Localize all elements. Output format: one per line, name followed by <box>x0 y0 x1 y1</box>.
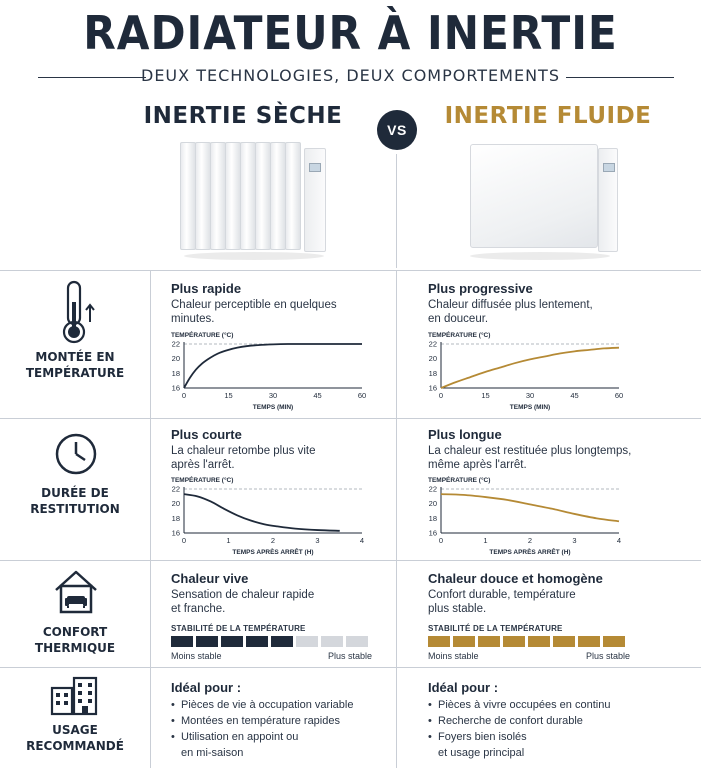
cell-description <box>428 298 638 326</box>
series-line <box>184 344 362 388</box>
y-tick-label: 16 <box>428 528 437 538</box>
row-divider <box>0 270 701 271</box>
control-panel <box>598 148 618 252</box>
stability-segment <box>196 636 218 647</box>
clock-icon <box>54 432 98 481</box>
chart-svg <box>417 475 632 563</box>
x-tick-label: 1 <box>483 536 488 545</box>
y-tick-label: 20 <box>171 499 180 509</box>
x-axis-label: TEMPS APRÈS ARRÊT (H) <box>489 549 571 556</box>
row-label-line: RESTITUTION <box>30 502 120 516</box>
radiator-shadow <box>184 252 324 260</box>
cell-title: Chaleur vive <box>171 571 249 586</box>
cool-chart-dry <box>160 475 375 568</box>
stability-segment <box>453 636 475 647</box>
list-item <box>171 729 353 761</box>
desc-line: Chaleur diffusée plus lentement, <box>428 299 593 311</box>
radiator-fin <box>270 142 286 250</box>
y-tick-label: 16 <box>171 528 180 538</box>
row-label-usage <box>0 722 150 754</box>
stability-segment <box>321 636 343 647</box>
vs-badge: VS <box>377 110 417 150</box>
y-axis-label: TEMPÉRATURE (°C) <box>428 332 491 339</box>
row-label-duree <box>0 485 150 517</box>
label-column-divider <box>150 270 151 768</box>
radiator-panel <box>470 144 598 248</box>
fluid-radiator-image <box>466 142 622 264</box>
y-tick-label: 18 <box>171 368 180 378</box>
y-tick-label: 18 <box>171 513 180 523</box>
chart-svg <box>160 475 375 563</box>
cell-description <box>171 444 381 472</box>
y-axis-label: TEMPÉRATURE (°C) <box>171 477 234 484</box>
radiator-fin <box>225 142 241 250</box>
column-title-fluid: INERTIE FLUIDE <box>444 103 652 129</box>
desc-line: La chaleur est restituée plus longtemps, <box>428 445 632 457</box>
cell-title: Plus longue <box>428 427 502 442</box>
row-label-montee <box>0 349 150 381</box>
desc-line: Chaleur perceptible en quelques <box>171 299 337 311</box>
list-item: • Pièces de vie à occupation variable <box>171 697 353 713</box>
cell-title: Chaleur douce et homogène <box>428 571 603 586</box>
stability-high-label: Plus stable <box>586 651 631 661</box>
x-tick-label: 30 <box>525 391 535 400</box>
subtitle-row <box>0 66 701 88</box>
x-tick-label: 15 <box>481 391 490 400</box>
stability-segment <box>271 636 293 647</box>
stability-segment <box>478 636 500 647</box>
x-tick-label: 0 <box>438 391 444 400</box>
x-tick-label: 60 <box>614 391 624 400</box>
x-tick-label: 1 <box>226 536 231 545</box>
row-label-line: USAGE <box>52 723 98 737</box>
page-title: RADIATEUR À INERTIE <box>83 6 618 60</box>
stability-segment <box>221 636 243 647</box>
x-axis-label: TEMPS (MIN) <box>252 404 294 411</box>
heat-chart-dry <box>160 330 375 423</box>
stability-segment <box>171 636 193 647</box>
y-tick-label: 22 <box>171 484 180 494</box>
list-item <box>428 729 610 761</box>
display-screen <box>603 163 615 172</box>
usage-list-fluid <box>428 697 610 761</box>
x-tick-label: 2 <box>270 536 276 545</box>
column-divider <box>396 270 397 768</box>
radiator-fin <box>180 142 196 250</box>
stability-bar-dry <box>171 636 369 647</box>
desc-line: Confort durable, température <box>428 589 576 601</box>
radiator-shadow <box>470 252 610 260</box>
cell-description <box>428 588 638 616</box>
list-item: • Montées en température rapides <box>171 713 353 729</box>
x-tick-label: 3 <box>572 536 577 545</box>
cell-title: Idéal pour : <box>171 680 242 695</box>
column-divider <box>396 154 397 268</box>
column-title-dry: INERTIE SÈCHE <box>143 103 343 129</box>
radiator-fin <box>195 142 211 250</box>
y-tick-label: 16 <box>428 383 437 393</box>
list-item-line: en mi-saison <box>181 747 244 759</box>
chart-svg <box>417 330 632 418</box>
stability-low-label: Moins stable <box>171 651 222 661</box>
desc-line: même après l'arrêt. <box>428 459 527 471</box>
x-axis-label: TEMPS APRÈS ARRÊT (H) <box>232 549 314 556</box>
stability-segment <box>246 636 268 647</box>
stability-label: STABILITÉ DE LA TEMPÉRATURE <box>428 624 563 633</box>
x-tick-label: 45 <box>313 391 322 400</box>
series-line <box>441 348 619 388</box>
x-tick-label: 4 <box>359 536 365 545</box>
list-item: • Recherche de confort durable <box>428 713 610 729</box>
stability-bar-fluid <box>428 636 626 647</box>
cell-title: Plus progressive <box>428 281 533 296</box>
y-tick-label: 22 <box>171 339 180 349</box>
desc-line: et franche. <box>171 603 226 615</box>
stability-high-label: Plus stable <box>328 651 373 661</box>
cell-title: Plus courte <box>171 427 242 442</box>
desc-line: en douceur. <box>428 313 489 325</box>
row-label-line: RECOMMANDÉ <box>26 739 124 753</box>
list-item-line: • Utilisation en appoint ou <box>181 731 299 743</box>
row-label-line: DURÉE DE <box>41 486 109 500</box>
y-tick-label: 22 <box>428 339 437 349</box>
y-axis-label: TEMPÉRATURE (°C) <box>171 332 234 339</box>
x-tick-label: 0 <box>181 391 187 400</box>
usage-list-dry <box>171 697 353 761</box>
x-tick-label: 4 <box>616 536 622 545</box>
cell-title: Plus rapide <box>171 281 242 296</box>
y-tick-label: 20 <box>171 354 180 364</box>
row-label-line: TEMPÉRATURE <box>25 366 125 380</box>
cell-description <box>171 588 381 616</box>
series-line <box>441 494 619 521</box>
dry-radiator-image <box>180 142 328 264</box>
desc-line: plus stable. <box>428 603 487 615</box>
chart-svg <box>160 330 375 418</box>
x-tick-label: 15 <box>224 391 233 400</box>
house-sofa-icon <box>52 568 100 621</box>
radiator-fin <box>240 142 256 250</box>
y-tick-label: 16 <box>171 383 180 393</box>
row-label-confort <box>0 624 150 656</box>
control-panel <box>304 148 326 252</box>
x-tick-label: 0 <box>438 536 444 545</box>
row-label-line: MONTÉE EN <box>35 350 115 364</box>
radiator-fin <box>255 142 271 250</box>
row-label-line: THERMIQUE <box>34 641 116 655</box>
list-item: • Pièces à vivre occupées en continu <box>428 697 610 713</box>
y-tick-label: 22 <box>428 484 437 494</box>
desc-line: Sensation de chaleur rapide <box>171 589 315 601</box>
stability-segment <box>346 636 368 647</box>
stability-segment <box>296 636 318 647</box>
display-screen <box>309 163 321 172</box>
series-line <box>184 494 340 531</box>
list-item-line: et usage principal <box>438 747 525 759</box>
desc-line: après l'arrêt. <box>171 459 235 471</box>
radiator-fin <box>285 142 301 250</box>
row-divider <box>0 667 701 668</box>
x-tick-label: 3 <box>315 536 320 545</box>
stability-segment <box>603 636 625 647</box>
cell-description <box>428 444 638 472</box>
y-tick-label: 20 <box>428 354 437 364</box>
stability-segment <box>528 636 550 647</box>
buildings-icon <box>50 674 100 721</box>
stability-segment <box>428 636 450 647</box>
y-tick-label: 18 <box>428 368 437 378</box>
stability-segment <box>553 636 575 647</box>
x-tick-label: 0 <box>181 536 187 545</box>
heat-chart-fluid <box>417 330 632 423</box>
list-item-line: • Foyers bien isolés <box>438 731 527 743</box>
thermometer-icon <box>58 280 98 351</box>
y-axis-label: TEMPÉRATURE (°C) <box>428 477 491 484</box>
x-tick-label: 45 <box>570 391 579 400</box>
stability-low-label: Moins stable <box>428 651 479 661</box>
subtitle-rule-right <box>566 77 674 78</box>
y-tick-label: 20 <box>428 499 437 509</box>
y-tick-label: 18 <box>428 513 437 523</box>
stability-segment <box>503 636 525 647</box>
desc-line: minutes. <box>171 313 215 325</box>
cool-chart-fluid <box>417 475 632 568</box>
desc-line: La chaleur retombe plus vite <box>171 445 316 457</box>
radiator-fin <box>210 142 226 250</box>
page-subtitle: DEUX TECHNOLOGIES, DEUX COMPORTEMENTS <box>141 66 560 85</box>
cell-title: Idéal pour : <box>428 680 499 695</box>
stability-segment <box>578 636 600 647</box>
x-tick-label: 60 <box>357 391 367 400</box>
x-tick-label: 30 <box>268 391 278 400</box>
stability-label: STABILITÉ DE LA TEMPÉRATURE <box>171 624 306 633</box>
row-label-line: CONFORT <box>42 625 108 639</box>
x-axis-label: TEMPS (MIN) <box>509 404 551 411</box>
x-tick-label: 2 <box>527 536 533 545</box>
cell-description <box>171 298 381 326</box>
